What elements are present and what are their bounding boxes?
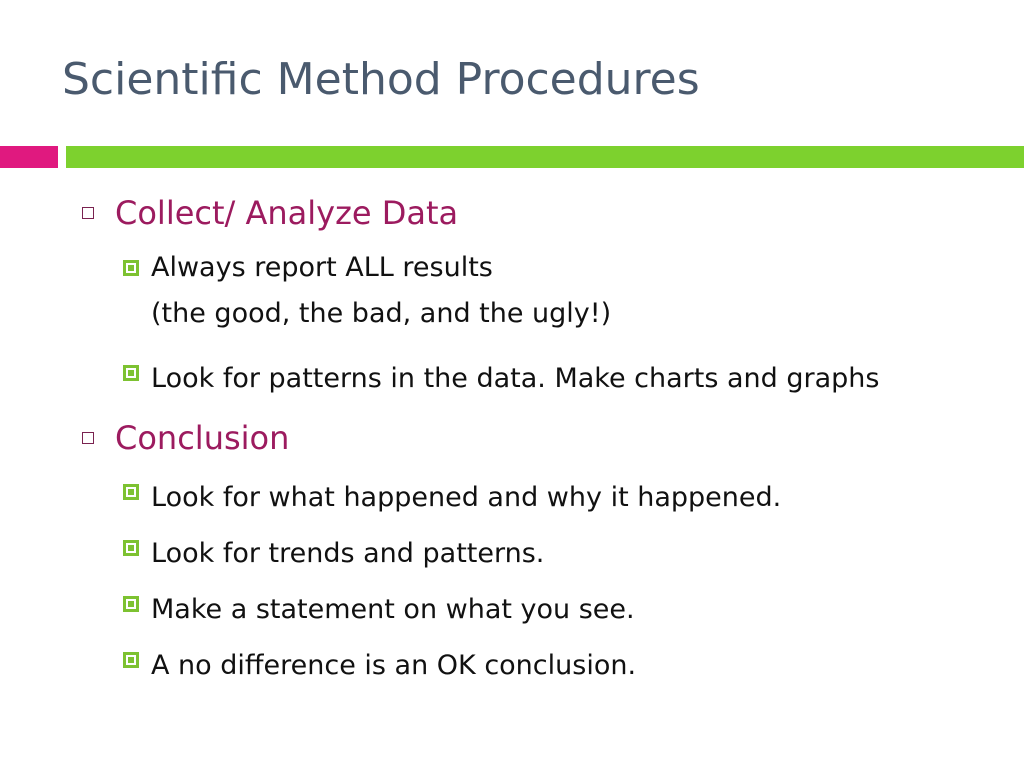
hollow-square-icon xyxy=(82,207,94,219)
green-square-bullet-icon xyxy=(123,484,139,500)
bullet-text: Look for what happened and why it happened. xyxy=(151,482,782,513)
bullet-text: Look for patterns in the data. Make charts and graphs xyxy=(151,363,880,394)
green-square-bullet-icon xyxy=(123,596,139,612)
section-heading-text: Conclusion xyxy=(115,419,290,457)
bullet-text: Look for trends and patterns. xyxy=(151,538,545,569)
green-square-bullet-icon xyxy=(123,540,139,556)
bullet-item-no-difference xyxy=(123,642,636,690)
slide-title: Scientific Method Procedures xyxy=(62,54,700,105)
bullet-text-line1: Always report ALL results xyxy=(151,252,493,283)
section-heading-conclusion xyxy=(82,419,290,457)
bullet-text: A no difference is an OK conclusion. xyxy=(151,650,637,681)
bullet-item-report-results xyxy=(123,250,612,329)
bullet-text: Make a statement on what you see. xyxy=(151,594,635,625)
bullet-text-line2: (the good, the bad, and the ugly!) xyxy=(151,298,612,329)
bullet-item-trends xyxy=(123,530,544,578)
green-square-bullet-icon xyxy=(123,365,139,381)
accent-bar-green xyxy=(66,146,1024,168)
bullet-item-statement xyxy=(123,586,635,634)
bullet-text xyxy=(151,250,612,329)
bullet-item-what-happened xyxy=(123,474,781,522)
bullet-item-patterns-data xyxy=(123,355,880,403)
green-square-bullet-icon xyxy=(123,260,139,276)
green-square-bullet-icon xyxy=(123,652,139,668)
accent-bar-pink xyxy=(0,146,58,168)
section-heading-collect xyxy=(82,194,459,232)
hollow-square-icon xyxy=(82,432,94,444)
section-heading-text: Collect/ Analyze Data xyxy=(115,194,459,232)
